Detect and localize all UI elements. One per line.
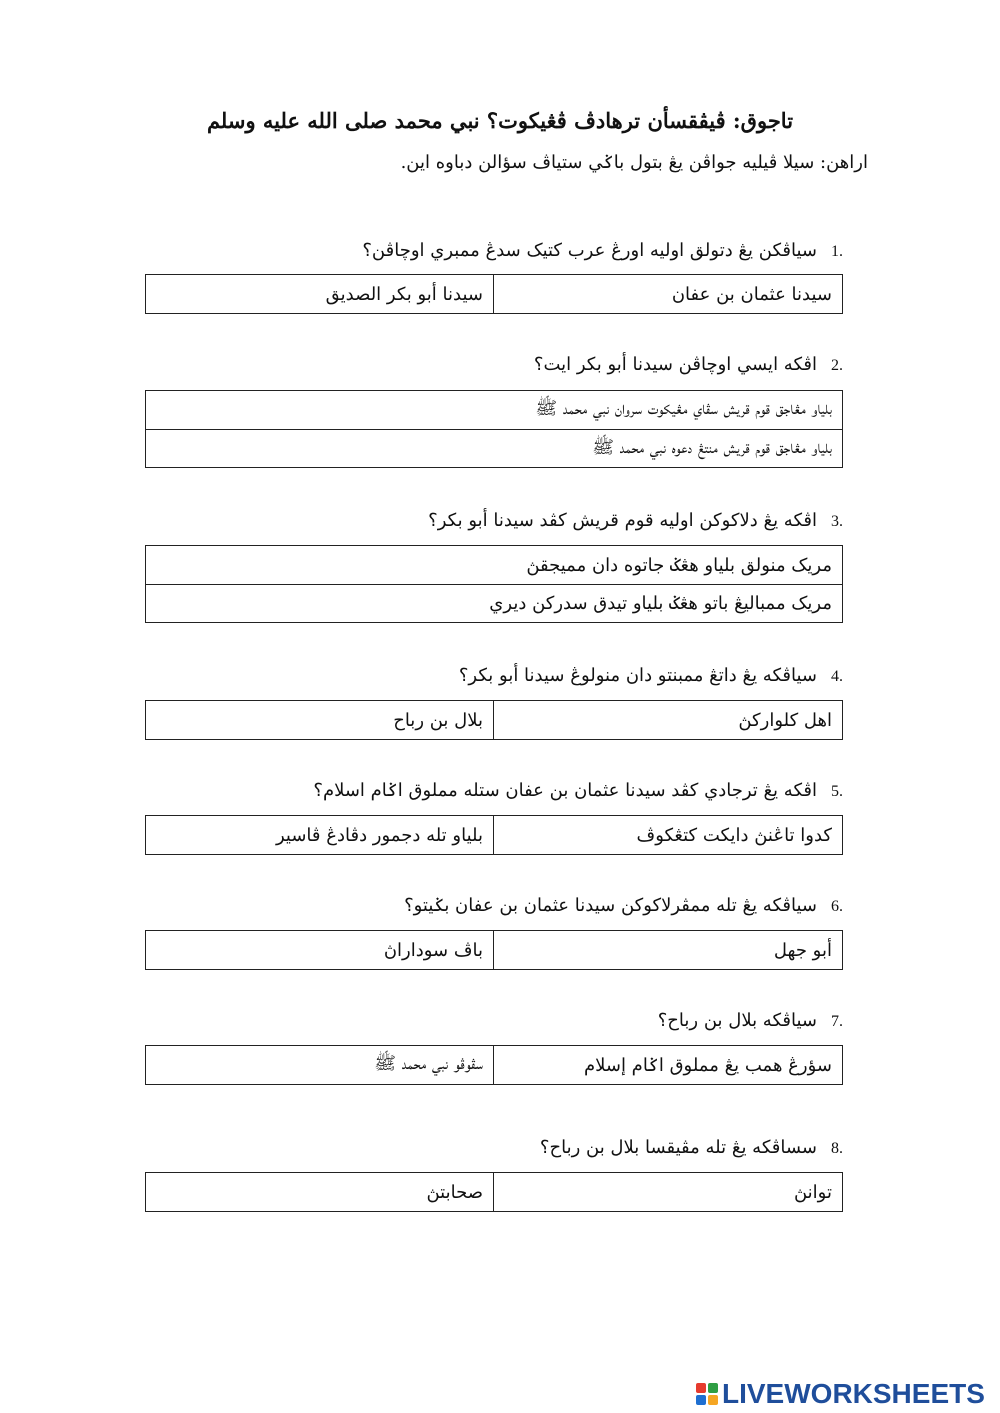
option-2a[interactable]: بلياو مڠاجق قوم قريش سڤاي مڠيكوت سروان نبي محمد ﷺ: [535, 398, 832, 419]
option-6b[interactable]: باڤ سوداراڽ: [146, 931, 494, 969]
question-text: اڤكه ايسي اوچاڤن سيدنا أبو بكر ايت؟: [533, 354, 817, 375]
question-number: 8.: [831, 1140, 843, 1157]
logo-grid-icon: [696, 1383, 718, 1405]
options-5: [145, 815, 843, 855]
option-1a[interactable]: سيدنا عثمان بن عفان: [671, 283, 832, 305]
option-3b[interactable]: مريک ممباليڠ باتو هڠݢ بلياو تيدق سدركن ديري: [146, 584, 842, 622]
option-8b[interactable]: صحابتڽ: [146, 1173, 494, 1211]
question-7: [143, 1010, 843, 1031]
question-number: 3.: [831, 513, 843, 530]
option-5a[interactable]: كدوا تاڠنڽ دايكت كتڠكوڤ: [636, 824, 832, 846]
question-1: [143, 240, 843, 261]
question-4: [143, 665, 843, 686]
option-6a[interactable]: أبو جهل: [773, 939, 832, 961]
option-5b[interactable]: بلياو تله دجمور دڤادڠ ڤاسير: [146, 816, 494, 854]
question-number: 7.: [831, 1013, 843, 1030]
question-text: سياڤكه يڠ داتڠ ممبنتو دان منولوڠ سيدنا أبو بكر؟: [458, 665, 817, 686]
options-6: [145, 930, 843, 970]
option-1b[interactable]: سيدنا أبو بكر الصديق: [146, 275, 494, 313]
options-7: [145, 1045, 843, 1085]
options-4: [145, 700, 843, 740]
options-8: [145, 1172, 843, 1212]
question-6: [143, 895, 843, 916]
options-2: [145, 390, 843, 468]
option-8a[interactable]: توانڽ: [793, 1181, 832, 1203]
liveworksheets-logo: [696, 1377, 985, 1411]
question-text: سياڤكه بلال بن رباح؟: [657, 1010, 817, 1031]
option-4a[interactable]: اهل كلواركڽ: [738, 709, 832, 731]
question-text: اڤكه يڠ دلاكوكن اوليه قوم قريش كڤد سيدنا أبو بكر؟: [428, 510, 817, 531]
question-3: [143, 510, 843, 531]
option-4b[interactable]: بلال بن رباح: [146, 701, 494, 739]
options-3: [145, 545, 843, 623]
question-text: اڤكه يڠ ترجادي كڤد سيدنا عثمان بن عفان ستله مملوق اݢام اسلام؟: [313, 780, 817, 801]
options-1: [145, 274, 843, 314]
question-text: سياڤكه يڠ تله ممڤرلاكوكن سيدنا عثمان بن عفان بݢيتو؟: [404, 895, 817, 916]
question-number: 4.: [831, 668, 843, 685]
question-number: 1.: [831, 243, 843, 260]
question-8: [143, 1137, 843, 1158]
question-text: سياڤكن يڠ دتولق اوليه اورڠ عرب كتيک سدڠ ممبري اوچاڤن؟: [362, 240, 817, 261]
option-3a[interactable]: مريک منولق بلياو هڠݢ جاتوه دان مميجقڽ: [526, 554, 832, 576]
question-5: [143, 780, 843, 801]
worksheet-title: تاجوق: ڤيڤقسأن ترهادڤ ڤڠيكوت؟ نبي محمد صلى الله عليه وسلم: [206, 108, 794, 133]
option-7b[interactable]: سڤوڤو نبي محمد ﷺ: [146, 1046, 494, 1084]
option-7a[interactable]: سؤرڠ همب يڠ مملوق اݢام إسلام: [583, 1054, 832, 1076]
question-number: 5.: [831, 783, 843, 800]
option-2b[interactable]: بلياو مڠاجق قوم قريش منتڠ دعوه نبي محمد ﷺ: [146, 429, 842, 467]
logo-text: LIVEWORKSHEETS: [722, 1378, 985, 1409]
question-2: [143, 354, 843, 375]
question-text: سساڤكه يڠ تله مڤيقسا بلال بن رباح؟: [539, 1137, 817, 1158]
instructions: اراهن: سيلا ڤيليه جواڤن يڠ بتول باݢي ستياڤ سؤالن دباوه اين.: [400, 152, 868, 173]
question-number: 2.: [831, 357, 843, 374]
question-number: 6.: [831, 898, 843, 915]
